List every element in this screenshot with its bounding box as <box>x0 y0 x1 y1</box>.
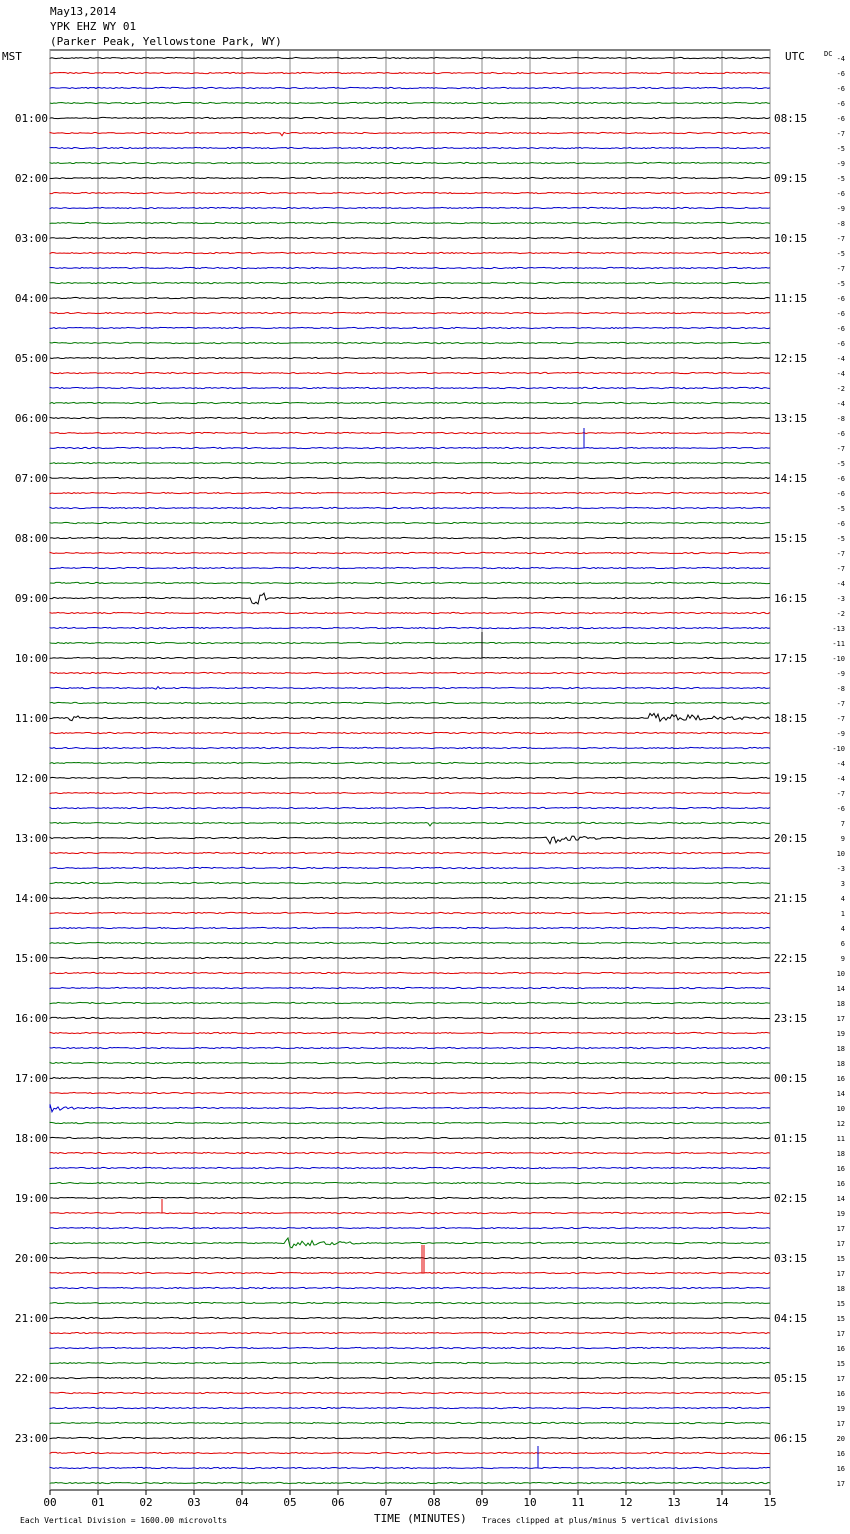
seismic-trace <box>50 1446 770 1469</box>
seismic-trace <box>50 1197 770 1198</box>
dc-offset-label: 7 <box>840 820 845 828</box>
dc-offset-label: 17 <box>836 1015 845 1023</box>
x-tick-label: 15 <box>763 1496 777 1509</box>
dc-offset-label: -6 <box>836 490 845 498</box>
left-hour-label: 07:00 <box>14 472 48 485</box>
right-hour-label: 19:15 <box>774 772 808 785</box>
seismic-trace <box>50 222 770 223</box>
right-timezone-label: UTC <box>785 50 805 63</box>
seismic-trace <box>50 1452 770 1453</box>
dc-offset-label: -6 <box>836 520 845 528</box>
seismic-trace <box>50 237 770 238</box>
seismic-trace <box>50 207 770 208</box>
right-hour-label: 13:15 <box>774 412 808 425</box>
seismic-trace <box>50 687 770 690</box>
seismic-trace <box>50 632 770 659</box>
right-hour-label: 15:15 <box>774 532 808 545</box>
dc-offset-label: 12 <box>836 1120 845 1128</box>
dc-offset-label: 17 <box>836 1240 845 1248</box>
dc-offset-label: 10 <box>836 970 845 978</box>
dc-offset-label: 6 <box>840 940 845 948</box>
dc-offset-label: -3 <box>836 865 845 873</box>
right-hour-label: 18:15 <box>774 712 808 725</box>
dc-offset-label: 17 <box>836 1480 845 1488</box>
seismic-trace <box>50 702 770 703</box>
left-hour-label: 23:00 <box>14 1432 48 1445</box>
seismic-trace <box>50 1347 770 1348</box>
right-hour-label: 02:15 <box>774 1192 808 1205</box>
seismic-trace <box>50 282 770 283</box>
seismic-trace <box>50 1422 770 1423</box>
right-hour-label: 17:15 <box>774 652 808 665</box>
seismic-trace <box>50 1199 770 1214</box>
seismic-trace <box>50 612 770 613</box>
dc-offset-label: -2 <box>836 385 845 393</box>
seismic-trace <box>50 972 770 973</box>
x-axis-title: TIME (MINUTES) <box>374 1512 467 1525</box>
dc-offset-label: -8 <box>836 685 845 693</box>
dc-offset-label: -7 <box>836 715 845 723</box>
dc-offset-label: -7 <box>836 235 845 243</box>
dc-offset-label: -9 <box>836 160 845 168</box>
dc-offset-label: -6 <box>836 310 845 318</box>
seismic-trace <box>50 1317 770 1318</box>
seismic-trace <box>50 593 770 604</box>
dc-offset-label: 15 <box>836 1300 845 1308</box>
dc-offset-label: -8 <box>836 415 845 423</box>
dc-offset-label: 17 <box>836 1225 845 1233</box>
dc-offset-label: 16 <box>836 1465 845 1473</box>
x-tick-label: 03 <box>187 1496 201 1509</box>
seismic-trace <box>50 942 770 943</box>
seismic-trace <box>50 867 770 868</box>
left-hour-label: 13:00 <box>14 832 48 845</box>
seismic-trace <box>50 1287 770 1288</box>
seismic-trace <box>50 477 770 478</box>
dc-offset-label: -4 <box>836 760 845 768</box>
dc-offset-label: 19 <box>836 1405 845 1413</box>
left-hour-label: 12:00 <box>14 772 48 785</box>
dc-offset-label: 15 <box>836 1360 845 1368</box>
dc-offset-label: 1 <box>840 910 845 918</box>
seismic-trace <box>50 162 770 163</box>
header-date: May13,2014 <box>50 5 117 18</box>
dc-offset-label: 10 <box>836 850 845 858</box>
dc-offset-label: 3 <box>840 880 845 888</box>
seismic-trace <box>50 713 770 721</box>
dc-offset-label: -8 <box>836 220 845 228</box>
right-hour-label: 09:15 <box>774 172 808 185</box>
dc-offset-label: -5 <box>836 505 845 513</box>
seismic-trace <box>50 882 770 883</box>
dc-offset-label: 9 <box>840 835 845 843</box>
left-hour-label: 03:00 <box>14 232 48 245</box>
dc-offset-label: -7 <box>836 565 845 573</box>
dc-offset-label: 20 <box>836 1435 845 1443</box>
dc-offset-label: 18 <box>836 1150 845 1158</box>
left-hour-label: 08:00 <box>14 532 48 545</box>
dc-offset-label: 17 <box>836 1330 845 1338</box>
left-hour-label: 01:00 <box>14 112 48 125</box>
seismic-trace <box>50 1182 770 1183</box>
left-hour-label: 15:00 <box>14 952 48 965</box>
seismic-trace <box>50 192 770 193</box>
seismic-trace <box>50 1167 770 1168</box>
seismic-trace <box>50 897 770 898</box>
dc-offset-label: 18 <box>836 1285 845 1293</box>
x-tick-label: 12 <box>619 1496 633 1509</box>
seismic-trace <box>50 417 770 418</box>
seismic-trace <box>50 957 770 958</box>
right-hour-label: 14:15 <box>774 472 808 485</box>
seismic-trace <box>50 72 770 73</box>
seismic-trace <box>50 342 770 343</box>
seismic-trace <box>50 836 770 844</box>
dc-offset-label: -9 <box>836 205 845 213</box>
plot-frame <box>50 50 770 1490</box>
right-hour-label: 01:15 <box>774 1132 808 1145</box>
right-hour-label: 20:15 <box>774 832 808 845</box>
seismic-trace <box>50 1407 770 1408</box>
seismic-trace <box>50 852 770 853</box>
dc-offset-label: 4 <box>840 895 845 903</box>
seismic-trace <box>50 132 770 135</box>
dc-offset-label: -5 <box>836 250 845 258</box>
dc-offset-label: -6 <box>836 85 845 93</box>
right-hour-label: 03:15 <box>774 1252 808 1265</box>
x-tick-label: 01 <box>91 1496 105 1509</box>
seismic-trace <box>50 747 770 748</box>
dc-offset-label: -6 <box>836 340 845 348</box>
seismic-trace <box>50 507 770 508</box>
left-hour-label: 21:00 <box>14 1312 48 1325</box>
seismic-trace <box>50 267 770 268</box>
dc-offset-label: 16 <box>836 1450 845 1458</box>
x-tick-label: 00 <box>43 1496 57 1509</box>
seismic-trace <box>50 1227 770 1228</box>
clip-note: Traces clipped at plus/minus 5 vertical divisions <box>482 1516 719 1525</box>
x-tick-label: 05 <box>283 1496 297 1509</box>
seismic-trace <box>50 582 770 583</box>
x-tick-label: 02 <box>139 1496 153 1509</box>
seismic-trace <box>50 1362 770 1363</box>
dc-offset-label: -10 <box>832 745 845 753</box>
dc-offset-label: -4 <box>836 775 845 783</box>
dc-offset-label: 14 <box>836 1090 845 1098</box>
dc-offset-label: -6 <box>836 190 845 198</box>
dc-offset-label: -13 <box>832 625 845 633</box>
dc-offset-label: 19 <box>836 1030 845 1038</box>
dc-offset-label: 16 <box>836 1165 845 1173</box>
dc-offset-label: 14 <box>836 985 845 993</box>
dc-offset-label: -7 <box>836 265 845 273</box>
dc-offset-label: -7 <box>836 790 845 798</box>
right-hour-label: 21:15 <box>774 892 808 905</box>
seismic-trace <box>50 252 770 253</box>
dc-offset-label: 18 <box>836 1045 845 1053</box>
dc-offset-label: -7 <box>836 130 845 138</box>
x-tick-label: 04 <box>235 1496 249 1509</box>
seismic-trace <box>50 1137 770 1138</box>
dc-offset-label: -6 <box>836 325 845 333</box>
left-hour-label: 10:00 <box>14 652 48 665</box>
dc-offset-label: 16 <box>836 1075 845 1083</box>
right-hour-label: 05:15 <box>774 1372 808 1385</box>
seismic-trace <box>50 1392 770 1393</box>
seismic-trace <box>50 1032 770 1033</box>
dc-offset-label: 17 <box>836 1420 845 1428</box>
x-tick-label: 14 <box>715 1496 729 1509</box>
dc-offset-label: 16 <box>836 1180 845 1188</box>
dc-offset-label: -10 <box>832 655 845 663</box>
seismic-trace <box>50 1257 770 1258</box>
seismic-trace <box>50 57 770 58</box>
seismic-trace <box>50 567 770 568</box>
right-hour-label: 22:15 <box>774 952 808 965</box>
dc-offset-label: 15 <box>836 1255 845 1263</box>
seismic-trace <box>50 117 770 118</box>
right-hour-label: 11:15 <box>774 292 808 305</box>
dc-offset-label: -4 <box>836 400 845 408</box>
x-tick-label: 07 <box>379 1496 393 1509</box>
seismic-trace <box>50 777 770 778</box>
left-hour-label: 20:00 <box>14 1252 48 1265</box>
right-hour-label: 06:15 <box>774 1432 808 1445</box>
x-tick-label: 13 <box>667 1496 681 1509</box>
seismic-trace <box>50 732 770 733</box>
header-station: YPK EHZ WY 01 <box>50 20 137 33</box>
dc-offset-label: -4 <box>836 55 845 63</box>
right-hour-label: 00:15 <box>774 1072 808 1085</box>
dc-offset-label: -7 <box>836 445 845 453</box>
seismic-trace <box>50 822 770 826</box>
seismic-trace <box>50 912 770 913</box>
seismic-trace <box>50 1245 770 1274</box>
left-hour-label: 17:00 <box>14 1072 48 1085</box>
x-tick-label: 06 <box>331 1496 345 1509</box>
seismic-trace <box>50 297 770 298</box>
dc-offset-label: -6 <box>836 805 845 813</box>
seismic-trace <box>50 462 770 463</box>
seismic-trace <box>50 147 770 148</box>
left-hour-label: 06:00 <box>14 412 48 425</box>
seismic-trace <box>50 792 770 793</box>
dc-offset-label: 4 <box>840 925 845 933</box>
dc-offset-label: 9 <box>840 955 845 963</box>
right-hour-label: 08:15 <box>774 112 808 125</box>
seismic-trace <box>50 492 770 493</box>
left-hour-label: 04:00 <box>14 292 48 305</box>
dc-offset-label: 14 <box>836 1195 845 1203</box>
seismic-trace <box>50 537 770 538</box>
seismic-trace <box>50 1077 770 1078</box>
seismic-trace <box>50 1377 770 1378</box>
dc-offset-label: -5 <box>836 280 845 288</box>
dc-offset-label: -5 <box>836 145 845 153</box>
seismic-trace <box>50 312 770 313</box>
right-hour-label: 04:15 <box>774 1312 808 1325</box>
left-hour-label: 16:00 <box>14 1012 48 1025</box>
seismic-trace <box>50 1238 770 1248</box>
right-hour-label: 23:15 <box>774 1012 808 1025</box>
left-hour-label: 05:00 <box>14 352 48 365</box>
dc-offset-label: 16 <box>836 1345 845 1353</box>
seismic-trace <box>50 1437 770 1438</box>
dc-offset-label: 10 <box>836 1105 845 1113</box>
seismic-trace <box>50 672 770 673</box>
left-hour-label: 19:00 <box>14 1192 48 1205</box>
dc-offset-label: -6 <box>836 295 845 303</box>
dc-offset-label: -9 <box>836 670 845 678</box>
seismic-trace <box>50 327 770 328</box>
dc-header-label: DC <box>824 50 833 58</box>
seismic-trace <box>50 87 770 88</box>
seismic-trace <box>50 1017 770 1018</box>
left-hour-label: 18:00 <box>14 1132 48 1145</box>
header-location: (Parker Peak, Yellowstone Park, WY) <box>50 35 282 48</box>
seismic-trace <box>50 1122 770 1123</box>
dc-offset-label: 18 <box>836 1060 845 1068</box>
seismic-trace <box>50 552 770 553</box>
seismic-trace <box>50 642 770 643</box>
left-hour-label: 11:00 <box>14 712 48 725</box>
seismic-trace <box>50 387 770 388</box>
left-hour-label: 14:00 <box>14 892 48 905</box>
seismic-trace <box>50 987 770 988</box>
scale-note: Each Vertical Division = 1600.00 microvolts <box>20 1516 228 1525</box>
dc-offset-label: -7 <box>836 550 845 558</box>
x-tick-label: 11 <box>571 1496 585 1509</box>
seismic-trace <box>50 807 770 808</box>
dc-offset-label: -2 <box>836 610 845 618</box>
dc-offset-label: -6 <box>836 475 845 483</box>
dc-offset-label: 18 <box>836 1000 845 1008</box>
dc-offset-label: 16 <box>836 1390 845 1398</box>
seismic-trace <box>50 1152 770 1153</box>
seismic-trace <box>50 102 770 103</box>
dc-offset-label: 11 <box>836 1135 845 1143</box>
seismic-trace <box>50 1002 770 1003</box>
x-tick-label: 09 <box>475 1496 489 1509</box>
dc-offset-label: -5 <box>836 535 845 543</box>
dc-offset-label: 17 <box>836 1375 845 1383</box>
seismic-trace <box>50 927 770 928</box>
seismic-trace <box>50 1302 770 1303</box>
dc-offset-label: -11 <box>832 640 845 648</box>
dc-offset-label: 17 <box>836 1270 845 1278</box>
dc-offset-label: -7 <box>836 700 845 708</box>
dc-offset-label: 15 <box>836 1315 845 1323</box>
seismic-trace <box>50 522 770 523</box>
left-hour-label: 22:00 <box>14 1372 48 1385</box>
right-hour-label: 12:15 <box>774 352 808 365</box>
seismic-trace <box>50 762 770 763</box>
dc-offset-label: -5 <box>836 175 845 183</box>
seismic-trace <box>50 357 770 358</box>
x-tick-label: 08 <box>427 1496 441 1509</box>
dc-offset-label: -6 <box>836 100 845 108</box>
right-hour-label: 10:15 <box>774 232 808 245</box>
dc-offset-label: -4 <box>836 355 845 363</box>
dc-offset-label: -6 <box>836 430 845 438</box>
seismic-trace <box>50 372 770 373</box>
dc-offset-label: 19 <box>836 1210 845 1218</box>
seismic-trace <box>50 1482 770 1483</box>
seismic-trace <box>50 627 770 628</box>
x-tick-label: 10 <box>523 1496 537 1509</box>
dc-offset-label: -4 <box>836 580 845 588</box>
dc-offset-label: -5 <box>836 460 845 468</box>
seismic-trace <box>50 1092 770 1093</box>
right-hour-label: 16:15 <box>774 592 808 605</box>
seismic-trace <box>50 432 770 433</box>
left-hour-label: 09:00 <box>14 592 48 605</box>
seismic-trace <box>50 428 770 449</box>
dc-offset-label: -6 <box>836 115 845 123</box>
seismic-trace <box>50 402 770 403</box>
seismic-trace <box>50 177 770 178</box>
seismic-trace <box>50 1047 770 1048</box>
left-timezone-label: MST <box>2 50 22 63</box>
seismic-trace <box>50 1062 770 1063</box>
left-hour-label: 02:00 <box>14 172 48 185</box>
dc-offset-label: -6 <box>836 70 845 78</box>
dc-offset-label: -9 <box>836 730 845 738</box>
dc-offset-label: -4 <box>836 370 845 378</box>
dc-offset-label: -3 <box>836 595 845 603</box>
seismic-trace <box>50 1104 770 1112</box>
seismic-trace <box>50 1332 770 1333</box>
